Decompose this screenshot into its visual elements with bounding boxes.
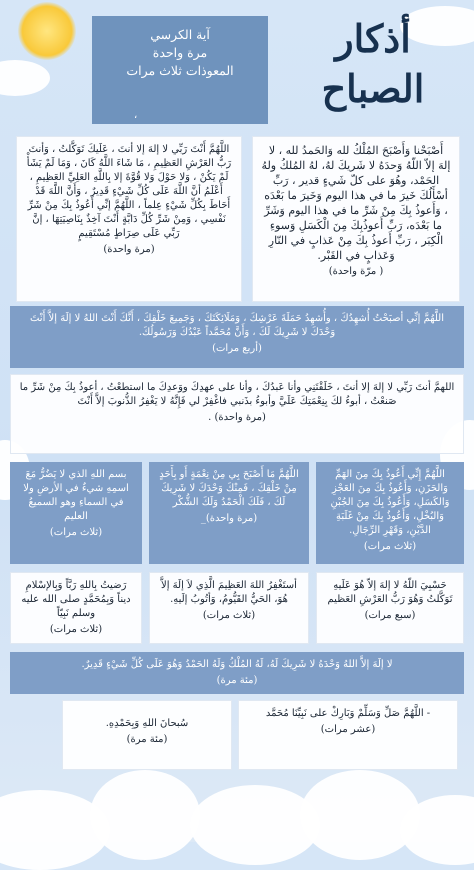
dhikr-card-ushhiduk — [10, 306, 464, 368]
page-title — [278, 14, 468, 114]
dhikr-count: (مرة واحدة) . — [208, 412, 266, 423]
dhikr-text: اللَّهُمَّ إنِّي أصبَحْتُ أُشهِدُكَ ، وأُشهِدُ حَمَلَةَ عَرْشِكَ ، وَمَلَائِكَتَكَ ، وَجَمِيعَ خَلْقِكَ ، أَنَّكَ أَنْتَ اللهُ لا إلَهَ إلاَّ أَنْتَ وَحْدَكَ لا شَرِيكَ لَكَ ، وَأَنَّ مُحَمَّداً عَبْدُكَ وَرَسُولُكَ. — [29, 313, 444, 338]
dhikr-card-sayyid-istighfar — [10, 374, 464, 454]
dhikr-card-tahlil — [10, 652, 464, 694]
dhikr-text: - اللَّهُمَّ صَلِّ وَسَلِّمْ وَبَارِكْ على نَبِيِّنَا مُحَمَّد — [265, 708, 431, 719]
dhikr-card-astaghfirullah — [149, 572, 309, 644]
dhikr-count: (مئة مرة) — [216, 675, 258, 686]
page-title-line2: الصباح — [321, 66, 425, 111]
dhikr-text: اللَّهُمَّ إِنِّي أَعُوذُ بِكَ مِنَ الهَمِّ وَالحَزَنِ، وَأَعُوذُ بِكَ مِنَ العَجْزِ وَالكَسَلِ، وَأَعُوذُ بِكَ مِنَ الجُبْنِ وَالبُخْلِ، وَأَعُوذُ بِكَ مِنْ غَلَبَةِ الدَّيْنِ، وَقَهْرِ الرِّجَالِ. — [330, 469, 450, 536]
dhikr-text: اللَّهُمَّ مَا أَصْبَحَ بِي مِنْ نِعْمَةٍ أَو بِأَحَدٍ مِنْ خَلْقِكَ ، فَمِنْكَ وَحْدَكَ لا شَرِيكَ لَكَ ، فَلَكَ الْحَمْدُ وَلَكَ الشُّكْر — [159, 469, 299, 508]
dhikr-count: (مرة واحدة) — [103, 244, 155, 255]
dhikr-count: (مئة مرة) — [126, 734, 168, 745]
cloud-decoration — [300, 770, 420, 860]
sun-decoration — [18, 2, 76, 60]
muawwidhat-label: المعوذات ثلاث مرات — [126, 63, 234, 78]
ayat-kursi-box — [92, 16, 268, 124]
dhikr-count: (مرة واحدة)_ — [200, 513, 258, 524]
dhikr-count: (ثلاث مرات) — [363, 541, 417, 552]
dhikr-card-salawat — [238, 700, 458, 770]
dhikr-count: (ثلاث مرات) — [49, 527, 103, 538]
dhikr-count: (عشر مرات) — [320, 724, 376, 735]
dhikr-count: (ثلاث مرات) — [49, 624, 103, 635]
dhikr-text: اللَّهُمَّ أَنْتَ رَبِّي لا إلهَ إلا أنتَ ، عَلَيكَ تَوَكَّلتُ ، وَأنتَ رَبُّ العَرْشِ العَظِيمِ ، مَا شَاءَ اللَّهُ كَانَ ، وَمَا لَمْ يَشَأْ لَمْ يَكُنْ ، وَلا حَوْلَ وَلا قُوَّةَ إلا بِاللَّهِ العَلِيِّ العَظِيمِ ، أَعْلَمُ أنَّ اللَّهَ عَلَى كُلِّ شَيْءٍ قَدِيرٌ ، وَأَنَّ اللَّهَ قَدْ أَحَاطَ بِكُلِّ شَيْءٍ عِلماً ، اللَّهُمَّ إنِّي أَعُوذُ بِكَ مِنْ شَرِّ نَفْسِي ، وَمِنْ شَرِّ كُلِّ دَابَّةٍ أَنْتَ آخِذٌ بِنَاصِيَتِهَا ، إنَّ رَبِّي عَلَى صِرَاطٍ مُسْتَقِيمٍ — [26, 144, 232, 239]
dhikr-count: ( مرّة واحدة) — [328, 266, 384, 277]
dhikr-card-hamm-hazan — [316, 462, 464, 564]
dhikr-text: لا إلَهَ إلاَّ اللهُ وَحْدَهُ لا شَرِيكَ لَهُ، لَهُ المُلْكُ وَلَهُ الحَمْدُ وَهُوَ عَلَى كُلِّ شَيْءٍ قَدِيرٌ. — [81, 659, 393, 670]
box-dot: ، — [134, 110, 138, 121]
ayat-kursi-label: آية الكرسي — [150, 27, 210, 42]
dhikr-text: اللهمَّ أنتَ رَبِّي لا إلهَ إلا أنتَ ، خَلَقْتَنِي وأنا عَبدُكَ ، وأنا على عهدِكَ ووَعدِكَ ما استطعْتُ ، أعوذُ بِكَ مِنْ شَرِّ ما صَنعْتُ ، أبوءُ لكَ بِنِعْمَتِكَ عَلَيَّ وأبوءُ بذَنبي فاغْفِرْ لي فَإِنَّهُ لا يَغْفِرُ الذُّنوبَ إلاَّ أَنْتَ — [19, 382, 455, 407]
cloud-decoration — [190, 785, 320, 865]
dhikr-count: (ثلاث مرات) — [202, 610, 256, 621]
ayat-kursi-count: مرة واحدة — [152, 45, 208, 60]
page-title-line1: أذكار — [335, 16, 411, 61]
dhikr-card-subhanallah — [62, 700, 232, 770]
dhikr-card-bismillah — [10, 462, 142, 564]
dhikr-card-asbahna — [252, 136, 460, 302]
dhikr-text: سُبحانَ اللهِ وَبِحَمْدِهِ. — [105, 718, 189, 729]
cloud-decoration — [0, 60, 50, 96]
dhikr-text: رَضيتُ بِاللهِ رَبَّاً وَبِالإسْلامِ ديناً وَبِمُحَمَّدٍ صلى الله عليه وسلم نَبِيّاً — [21, 580, 131, 619]
dhikr-text: حَسْبِيَ اللّهُ لا إلهَ إلاّ هُوَ عَلَيهِ تَوَكَّلتُ وَهُوَ رَبُّ العَرْشِ العَظيم — [327, 580, 453, 605]
dhikr-card-ma-asbaha — [149, 462, 309, 564]
dhikr-text: أَصْبَحْنا وَأَصْبَحَ المُلْكُ لله وَالحَمدُ لله ، لا إلهَ إلاّ اللّهُ وَحدَهُ لا شَريكَ لهُ، لهُ المُلكُ ولهُ الحَمْد، وهُوَ على كلّ شَيءٍ قدير ، رَبِّ أسْأَلُكَ خَيرَ ما في هذا اليوم وَخَيرَ ما بَعْدَه ، وَأَعوذُ بِكَ مِنْ شَرِّ ما في هذا اليوم وَشَرِّ ما بَعْدَه، رَبِّ أَعوذُبِكَ مِنَ الْكَسَلِ وَسوءِ الْكِبَر ، رَبِّ أَعوذُ بِكَ مِنْ عَذابٍ في النّارِ وَعَذابٍ في القَبْر. — [261, 144, 451, 262]
dhikr-count: (أربع مرات) — [212, 343, 262, 354]
dhikr-card-raditu — [10, 572, 142, 644]
dhikr-count: (سبع مرات) — [364, 610, 416, 621]
dhikr-text: بسم اللهِ الذي لا يَضُرُّ مَعَ اسمِهِ شيءٌ في الأرضِ ولا في السماءِ وهو السميعُ العليم — [23, 469, 129, 522]
dhikr-text: أستَغْفِرُ اللهَ العَظِيمَ الَّذِي لاَ إلَهَ إلاَّ هُوَ، الحَيُّ القَيُّومُ، وَأتُوبُ إلَيهِ. — [161, 580, 297, 605]
dhikr-card-anta-rabbi — [16, 136, 242, 302]
dhikr-card-hasbiyallah — [316, 572, 464, 644]
cloud-decoration — [90, 770, 200, 860]
